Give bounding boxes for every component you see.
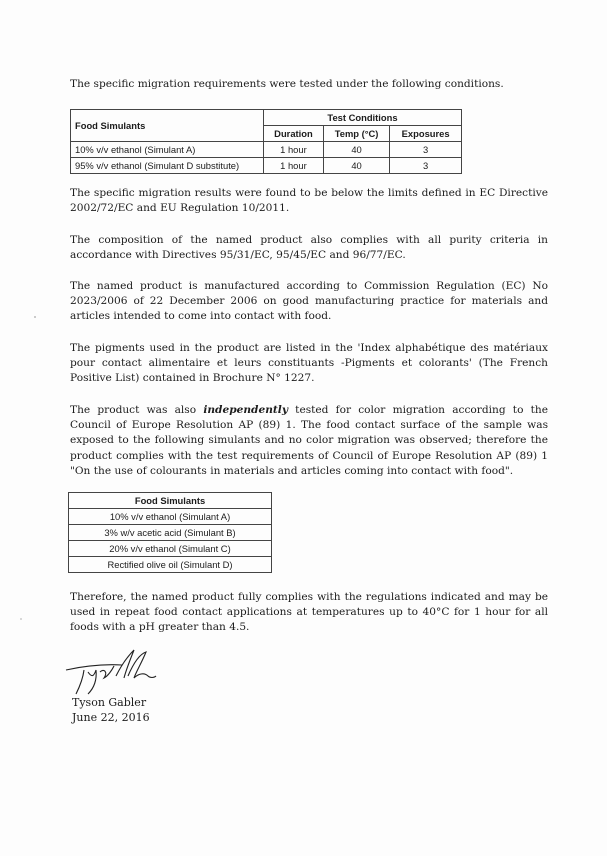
- duration-cell: 1 hour: [264, 142, 324, 158]
- food-simulants-header: Food Simulants: [71, 110, 264, 142]
- simulant-cell: 95% v/v ethanol (Simulant D substitute): [71, 158, 264, 174]
- simulant-cell: 10% v/v ethanol (Simulant A): [69, 509, 272, 525]
- exposures-header: Exposures: [390, 126, 462, 142]
- duration-header: Duration: [264, 126, 324, 142]
- signature-date: June 22, 2016: [72, 711, 150, 724]
- purity-paragraph: The composition of the named product also complies with all purity criteria in accordance with Directives 95/31/EC, 95/45/EC and 96/77/EC.: [70, 234, 548, 262]
- duration-cell: 1 hour: [264, 158, 324, 174]
- scan-speck: [34, 316, 36, 318]
- color-migration-text-end: tested for color migration according to the Council of Europe Resolution AP (89) 1. The food contact surface of the sample was exposed to the following simulants and no color migration was observed; therefore the product complies with the test requirements of Council of Europe Resolution AP (89) 1 "On the use of colourants in materials and articles coming into contact with food".: [70, 404, 548, 477]
- intro-text: The specific migration requirements were tested under the following conditions.: [70, 78, 504, 90]
- color-migration-paragraph: [70, 403, 548, 479]
- signer-name: Tyson Gabler: [72, 696, 147, 709]
- table-row: [71, 158, 462, 174]
- table-row: [69, 509, 272, 525]
- table-row: [69, 557, 272, 573]
- migration-results-paragraph: The specific migration results were found to be below the limits defined in EC Directive 2002/72/EC and EU Regulation 10/2011.: [70, 187, 548, 215]
- pigments-paragraph: The pigments used in the product are listed in the 'Index alphabétique des matériaux pour contact alimentaire et leurs constituants -Pigments et colorants' (The French Positive List) contained in Brochure N° 1227.: [70, 342, 548, 385]
- table-row: [69, 541, 272, 557]
- food-simulants-header: Food Simulants: [69, 493, 272, 509]
- simulant-cell: 10% v/v ethanol (Simulant A): [71, 142, 264, 158]
- temp-cell: 40: [323, 142, 389, 158]
- test-conditions-table: [70, 109, 462, 174]
- simulant-cell: 3% w/v acetic acid (Simulant B): [69, 525, 272, 541]
- manufacturing-paragraph: The named product is manufactured according to Commission Regulation (EC) No 2023/2006 of 22 December 2006 on good manufacturing practice for materials and articles intended to come into contact with food.: [70, 280, 548, 323]
- temp-header: Temp (°C): [323, 126, 389, 142]
- table-row: [69, 525, 272, 541]
- scan-speck: [20, 618, 22, 620]
- simulant-cell: Rectified olive oil (Simulant D): [69, 557, 272, 573]
- food-simulants-table: [68, 492, 272, 573]
- exposures-cell: 3: [390, 142, 462, 158]
- color-migration-text-start: The product was also: [70, 404, 204, 416]
- simulant-cell: 20% v/v ethanol (Simulant C): [69, 541, 272, 557]
- independently-emphasis: independently: [203, 404, 288, 416]
- temp-cell: 40: [323, 158, 389, 174]
- exposures-cell: 3: [390, 158, 462, 174]
- handwritten-signature: [64, 648, 174, 698]
- signer-block: [72, 695, 150, 725]
- compliance-conclusion-paragraph: Therefore, the named product fully complies with the regulations indicated and may be used in repeat food contact applications at temperatures up to 40°C for 1 hour for all foods with a pH greater than 4.5.: [70, 591, 548, 634]
- table-row: [71, 142, 462, 158]
- test-conditions-header: Test Conditions: [264, 110, 462, 126]
